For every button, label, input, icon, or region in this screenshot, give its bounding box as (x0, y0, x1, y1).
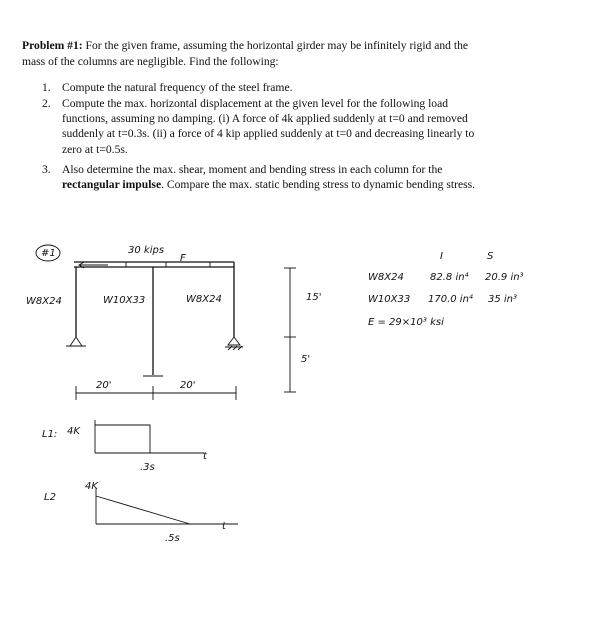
l2-label: L2 (44, 492, 56, 503)
l1-force: 4K (67, 426, 80, 437)
props-modulus-s: 20.9 in³ (485, 272, 524, 283)
props-inertia: 82.8 in⁴ (430, 272, 469, 283)
item-text: Compute the natural frequency of the steel frame. (62, 81, 293, 94)
pin-support-icon (70, 337, 82, 346)
props-header-i: I (440, 251, 443, 262)
item-line: suddenly at t=0.3s. (ii) a force of 4 kip applied suddenly at t=0 and decreasing linearly to (62, 127, 475, 141)
girder-mark: F (180, 253, 186, 264)
props-section: W8X24 (368, 272, 404, 283)
l2-t-label: t (222, 521, 226, 532)
props-inertia: 170.0 in⁴ (428, 294, 473, 305)
pin-support-icon (228, 337, 240, 345)
tag-label: #1 (41, 248, 56, 259)
column-right-label: W8X24 (186, 294, 222, 305)
l1-label: L1: (42, 429, 58, 440)
item-line: zero at t=0.5s. (62, 142, 128, 156)
intro-line-2: mass of the columns are negligible. Find the following: (22, 54, 279, 68)
l2-time: .5s (165, 533, 180, 544)
column-left-label: W8X24 (26, 296, 62, 307)
elastic-modulus: E = 29×10³ ksi (368, 317, 444, 328)
props-section: W10X33 (368, 294, 411, 305)
item-number: 1. (42, 81, 51, 94)
l2-force: 4K (85, 481, 98, 492)
item-number: 2. (42, 97, 51, 110)
props-modulus-s: 35 in³ (488, 294, 518, 305)
intro-line-1: For the given frame, assuming the horizontal girder may be infinitely rigid and the (82, 39, 469, 52)
problem-label: Problem #1: (22, 39, 83, 52)
item-bold-text: rectangular impulse (62, 178, 162, 192)
item-line: Compute the max. horizontal displacement at the given level for the following load (62, 97, 449, 110)
column-middle-label: W10X33 (103, 295, 146, 306)
item-line: functions, assuming no damping. (i) A force of 4k applied suddenly at t=0 and removed (62, 112, 468, 126)
l1-pulse (95, 425, 150, 453)
props-header-s: S (487, 251, 494, 262)
height-bottom-label: 5' (301, 354, 311, 365)
item-line: Also determine the max. shear, moment and bending stress in each column for the (62, 163, 443, 176)
load-label: 30 kips (128, 245, 165, 256)
l2-pulse (96, 496, 190, 524)
l1-time: .3s (140, 462, 155, 473)
span-1-label: 20' (96, 380, 112, 391)
item-line: . Compare the max. static bending stress to dynamic bending stress. (161, 178, 476, 192)
span-2-label: 20' (180, 380, 196, 391)
item-number: 3. (42, 163, 51, 176)
height-top-label: 15' (306, 292, 322, 303)
l1-t-label: t (203, 451, 207, 462)
